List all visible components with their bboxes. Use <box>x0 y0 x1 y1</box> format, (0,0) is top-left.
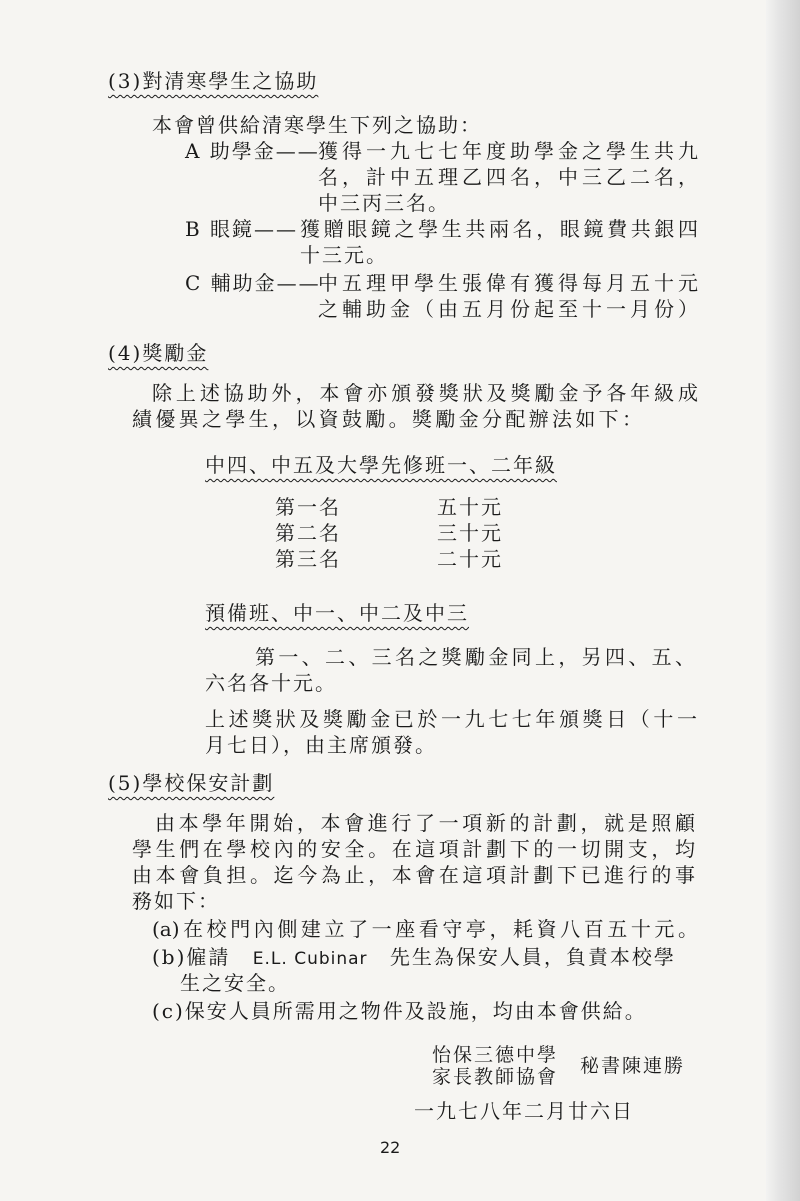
award-group-2-heading: 預備班、中一、中二及中三 <box>205 601 469 625</box>
signature-title: 秘書陳連勝 <box>580 1055 686 1077</box>
item-b-line-2: 十三元。 <box>300 243 388 267</box>
item-c-line-1: 中五理甲學生張偉有獲得每月五十元 <box>318 271 698 295</box>
item-b-prefix: (b)僱請 <box>152 945 231 969</box>
section-5-para-line-1: 由本學年開始，本會進行了一項新的計劃，就是照顧 <box>155 811 695 835</box>
section-3-intro: 本會曾供給清寒學生下列之協助： <box>152 113 482 137</box>
section-4-heading: (4)獎勵金 <box>108 341 209 365</box>
award-rank-3: 第三名 <box>275 547 341 571</box>
section-5-item-a: (a)在校門內側建立了一座看守亭，耗資八百五十元。 <box>152 917 698 941</box>
section-5-heading: (5)學校保安計劃 <box>108 771 275 795</box>
signature-org-line-1: 怡保三德中學 <box>432 1044 559 1066</box>
item-a-line-3: 中三丙三名。 <box>318 191 450 215</box>
award-amount-3: 二十元 <box>437 547 503 571</box>
award-amount-2: 三十元 <box>437 521 503 545</box>
page-edge-shadow <box>766 0 800 1201</box>
page-number: 22 <box>380 1138 401 1157</box>
section-4-para-1-line-2: 績優異之學生，以資鼓勵。獎勵金分配辦法如下： <box>132 407 642 431</box>
section-5-para-line-3: 由本會負担。迄今為止，本會在這項計劃下已進行的事 <box>132 863 695 887</box>
section-3-heading: (3)對清寒學生之協助 <box>108 69 319 93</box>
item-a-label: A 助學金—— <box>185 139 320 163</box>
award-rank-1: 第一名 <box>275 495 341 519</box>
guard-name: E.L. Cubinar <box>252 949 368 969</box>
section-5-item-b-line-1 <box>152 944 698 972</box>
section-4-para-3-line-2: 月七日），由主席頒發。 <box>205 733 437 757</box>
award-amount-1: 五十元 <box>437 495 503 519</box>
section-5-para-line-4: 務如下： <box>132 889 220 913</box>
item-a-line-1: 獲得一九七七年度助學金之學生共九 <box>318 139 698 163</box>
signature-org-line-2: 家長教師協會 <box>432 1066 559 1088</box>
signature-date: 一九七八年二月廿六日 <box>414 1099 634 1123</box>
section-5-item-b-line-2: 生之安全。 <box>180 971 290 995</box>
item-c-line-2: 之輔助金（由五月份起至十一月份） <box>318 297 698 321</box>
section-4-para-2-line-1: 第一、二、三名之獎勵金同上，另四、五、 <box>255 645 695 669</box>
item-a-line-2: 名，計中五理乙四名，中三乙二名， <box>318 165 698 189</box>
section-4-para-3-line-1: 上述獎狀及獎勵金已於一九七七年頒獎日（十一 <box>205 707 697 731</box>
item-b-suffix: 先生為保安人員，負責本校學 <box>389 945 676 969</box>
section-5-item-c: (c)保安人員所需用之物件及設施，均由本會供給。 <box>152 999 647 1023</box>
item-b-line-1: 獲贈眼鏡之學生共兩名，眼鏡費共銀四 <box>300 217 698 241</box>
section-4-para-2-line-2: 六名各十元。 <box>205 671 337 695</box>
section-5-para-line-2: 學生們在學校內的安全。在這項計劃下的一切開支，均 <box>132 837 695 861</box>
section-4-para-1-line-1: 除上述協助外，本會亦頒發獎狀及獎勵金予各年級成 <box>152 381 698 405</box>
award-group-1-heading: 中四、中五及大學先修班一、二年級 <box>205 453 557 477</box>
item-c-label: C 輔助金—— <box>185 271 321 295</box>
item-b-label: B 眼鏡—— <box>185 217 299 241</box>
award-rank-2: 第二名 <box>275 521 341 545</box>
